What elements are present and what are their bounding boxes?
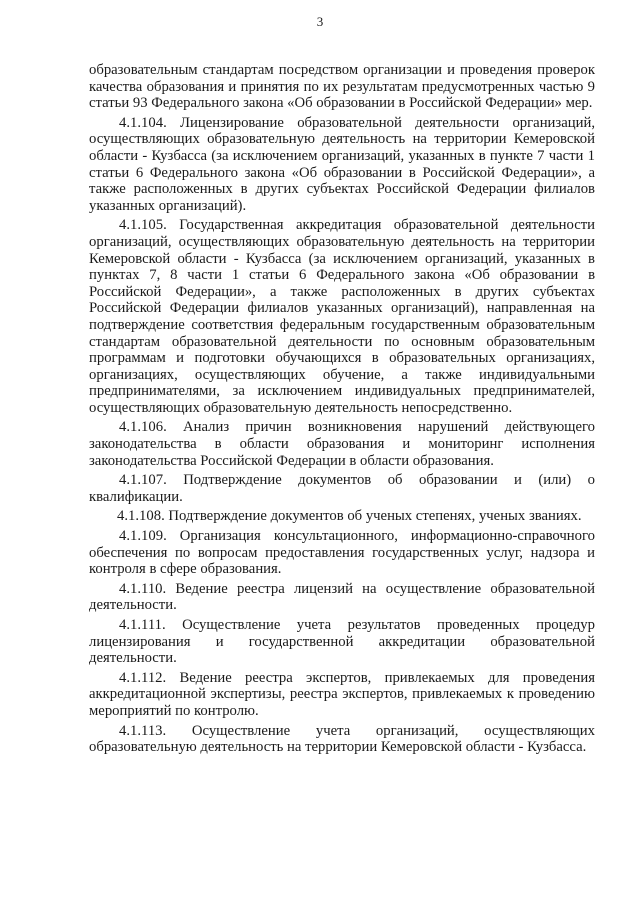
paragraph-4-1-112: 4.1.112. Ведение реестра экспертов, привлекаемых для проведения аккредитационной экспертизы, реестра экспертов, привлекаемых к проведению мероприятий по контролю. [89, 669, 595, 719]
paragraph-4-1-113: 4.1.113. Осуществление учета организаций, осуществляющих образовательную деятельность на территории Кемеровской области - Кузбасса. [89, 722, 595, 756]
page-number: 3 [316, 14, 324, 29]
paragraph-4-1-104: 4.1.104. Лицензирование образовательной деятельности организаций, осуществляющих образовательную деятельность на территории Кемеровской области - Кузбасса (за исключением организаций, указанных в пункте 7 части 1 статьи 6 Федерального закона «Об образовании в Российской Федерации», а также расположенных в других субъектах Российской Федерации филиалов указанных организаций). [89, 114, 595, 214]
document-body [89, 62, 595, 756]
paragraph-4-1-111: 4.1.111. Осуществление учета результатов проведенных процедур лицензирования и государственной аккредитации образовательной деятельности. [89, 617, 595, 667]
paragraph-4-1-105: 4.1.105. Государственная аккредитация образовательной деятельности организаций, осуществляющих образовательную деятельность на территории Кемеровской области - Кузбасса (за исключением организаций, указанных в пунктах 7, 8 части 1 статьи 6 Федерального закона «Об образовании в Российской Федерации», а также расположенных в других субъектах Российской Федерации филиалов указанных организаций), направленная на подтверждение соответствия федеральным государственным образовательным стандартам образовательной деятельности по основным образовательным программам и подготовки обучающихся в образовательных организациях, организациях, осуществляющих обучение, а также индивидуальными предпринимателями, за исключением индивидуальных предпринимателей, осуществляющих образовательную деятельность непосредственно. [89, 217, 595, 416]
paragraph-4-1-107: 4.1.107. Подтверждение документов об образовании и (или) о квалификации. [89, 472, 595, 505]
paragraph-4-1-106: 4.1.106. Анализ причин возникновения нарушений действующего законодательства в области образования и мониторинг исполнения законодательства Российской Федерации в области образования. [89, 419, 595, 469]
paragraph-4-1-108: 4.1.108. Подтверждение документов об ученых степенях, ученых званиях. [117, 508, 582, 525]
paragraph-4-1-110: 4.1.110. Ведение реестра лицензий на осуществление образовательной деятельности. [89, 580, 595, 614]
paragraph-4-1-109: 4.1.109. Организация консультационного, информационно-справочного обеспечения по вопросам предоставления государственных услуг, надзора и контроля в сфере образования. [89, 528, 595, 578]
paragraph-continuation: образовательным стандартам посредством организации и проведения проверок качества образования и принятия по их результатам предусмотренных частью 9 статьи 93 Федерального закона «Об образовании в Российской Федерации» мер. [89, 62, 595, 112]
